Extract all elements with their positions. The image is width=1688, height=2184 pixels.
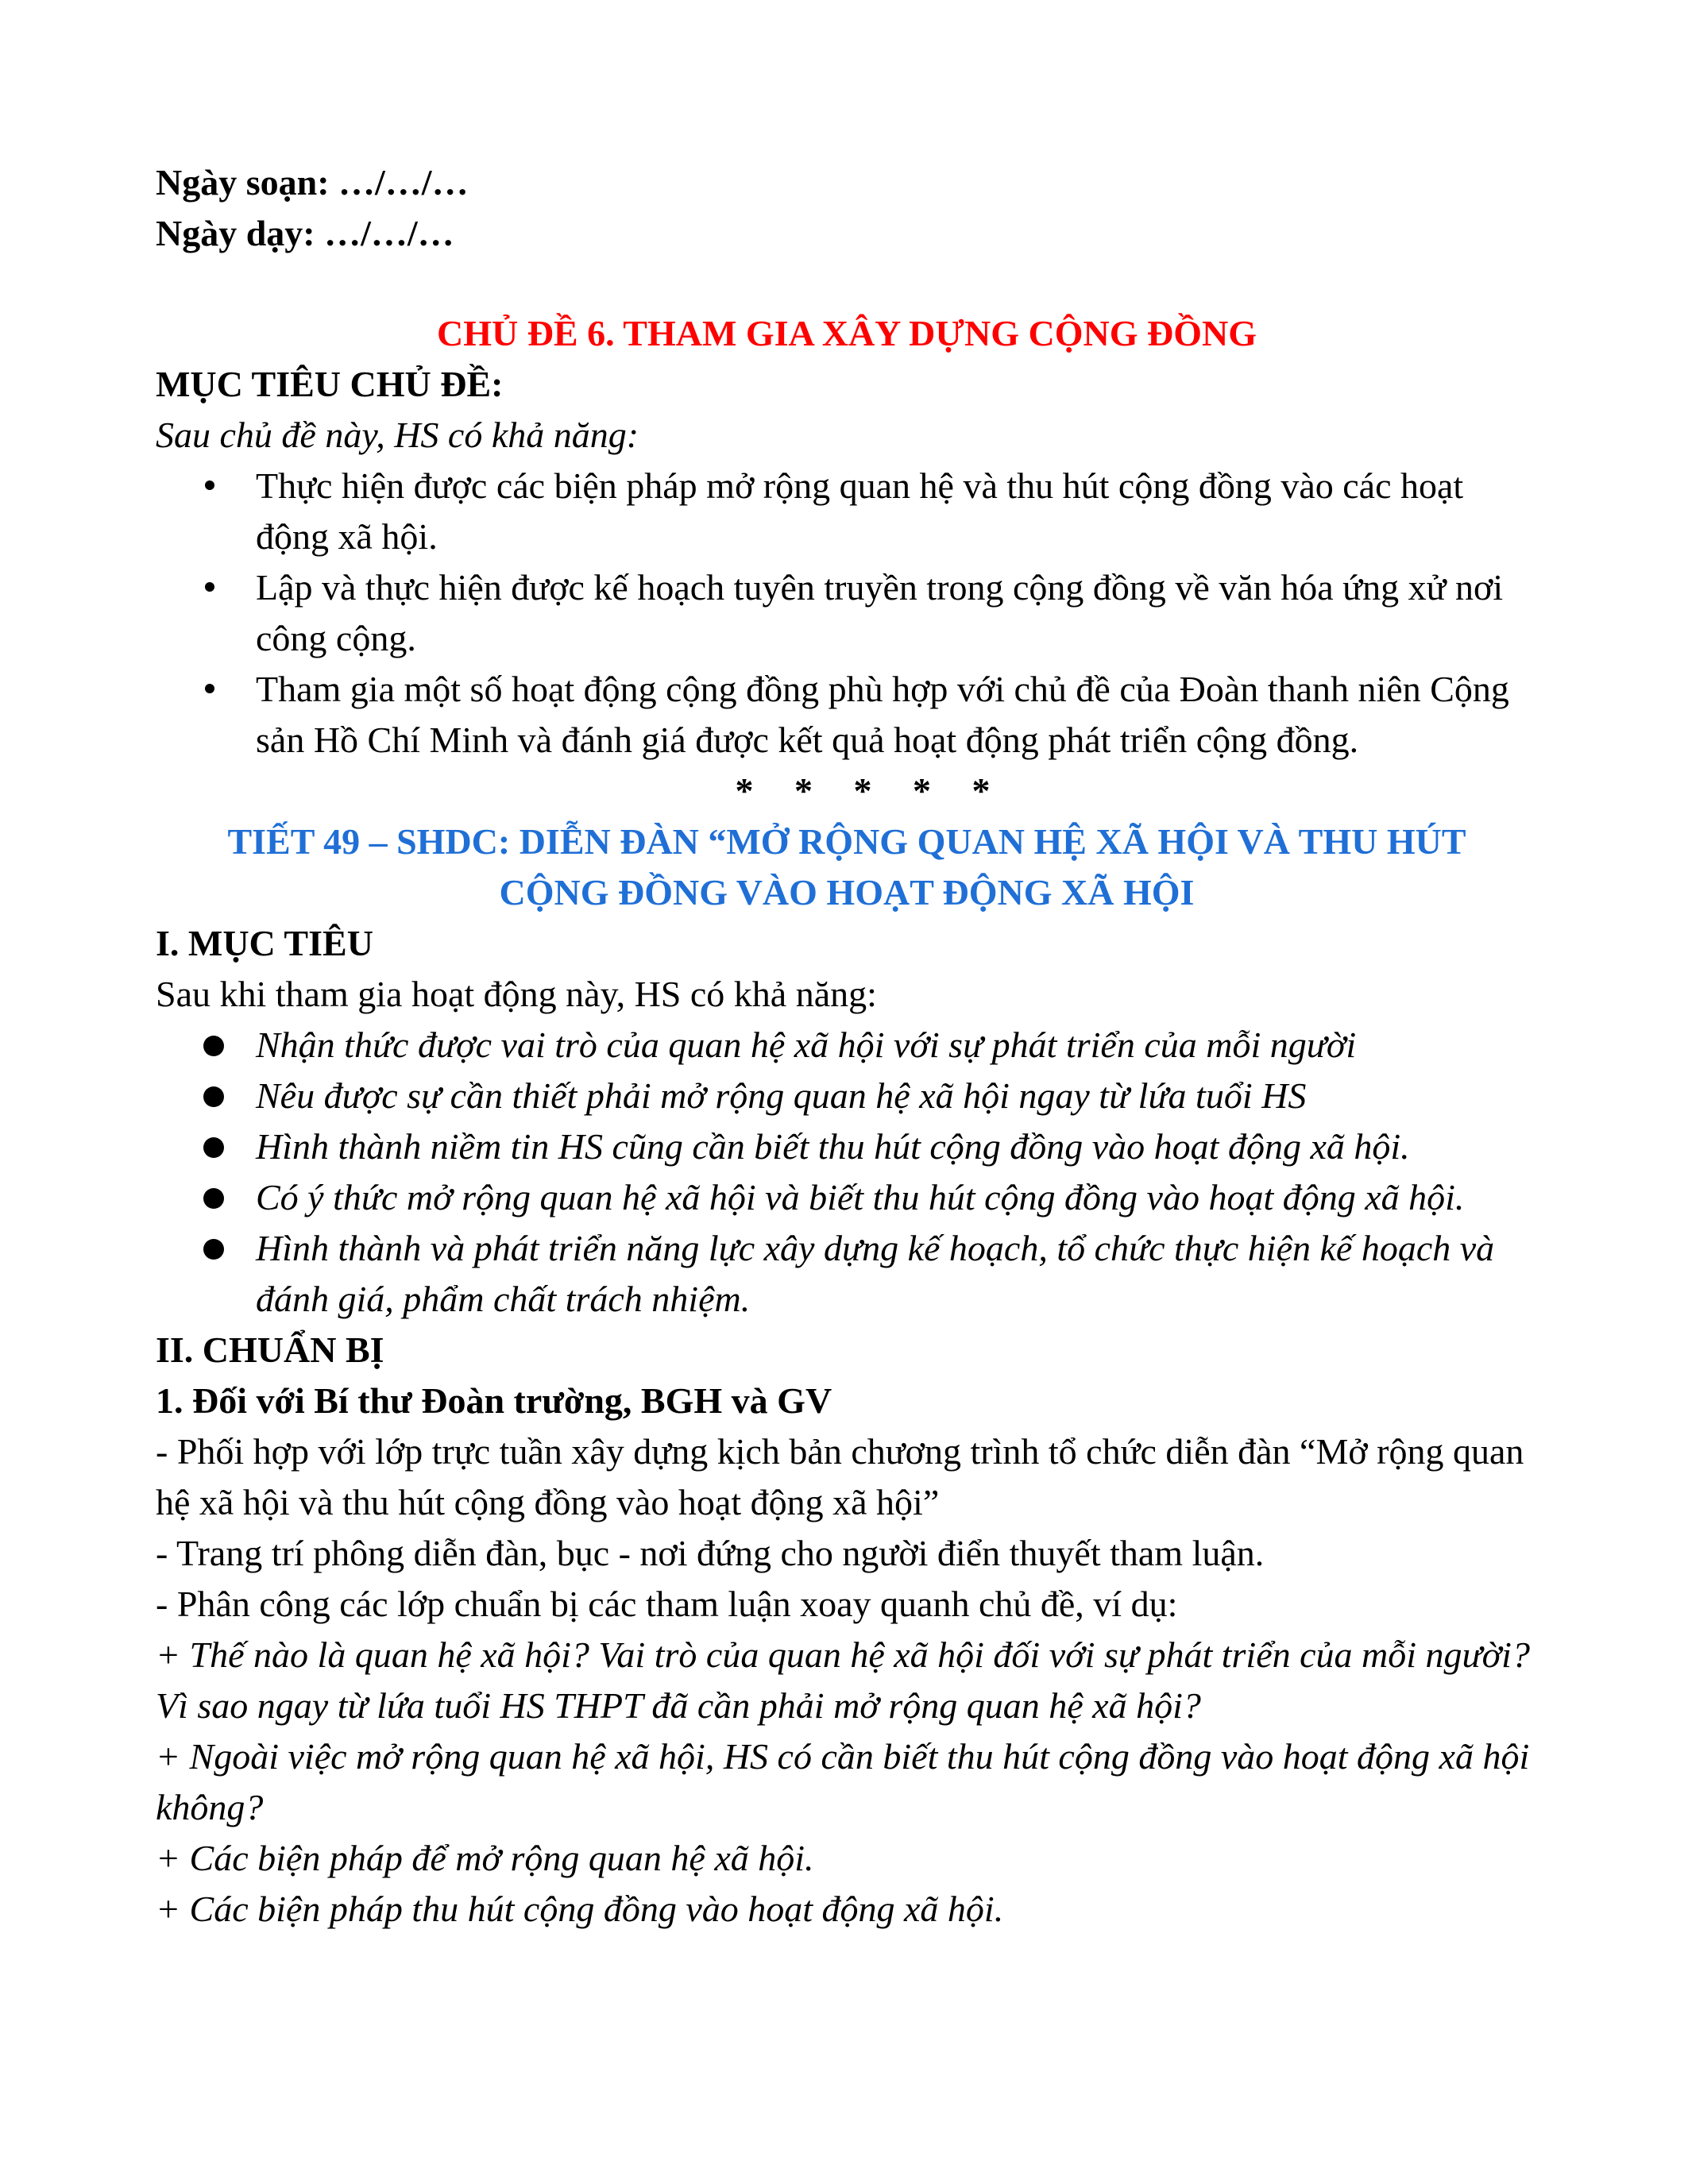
section1-intro: Sau khi tham gia hoạt động này, HS có khả năng: [156, 974, 877, 1014]
objectives-list [156, 1020, 1538, 1325]
ngay-day: Ngày dạy: …/…/… [156, 213, 454, 253]
discussion-item: + Thế nào là quan hệ xã hội? Vai trò của quan hệ xã hội đối với sự phát triển của mỗi người?Vì sao ngay từ lứa tuổi HS THPT đã cần phải mở rộng quan hệ xã hội? [156, 1634, 1530, 1726]
prep-item: - Phối hợp với lớp trực tuần xây dựng kịch bản chương trình tổ chức diễn đàn “Mở rộng quan hệ xã hội và thu hút cộng đồng vào hoạt động xã hội” [156, 1431, 1524, 1522]
separator-stars: * * * * * [735, 770, 991, 811]
discussion-item: + Các biện pháp thu hút cộng đồng vào hoạt động xã hội. [156, 1889, 1004, 1929]
list-item: Có ý thức mở rộng quan hệ xã hội và biết thu hút cộng đồng vào hoạt động xã hội. [156, 1172, 1538, 1223]
bullet-icon [203, 1086, 224, 1107]
bullet-icon [203, 1137, 224, 1158]
bullet-icon [205, 684, 214, 693]
list-item: Hình thành và phát triển năng lực xây dựng kế hoạch, tổ chức thực hiện kế hoạch và đánh giá, phẩm chất trách nhiệm. [156, 1223, 1538, 1325]
list-item: Hình thành niềm tin HS cũng cần biết thu hút cộng đồng vào hoạt động xã hội. [156, 1121, 1538, 1172]
discussion-item: + Các biện pháp để mở rộng quan hệ xã hội. [156, 1838, 814, 1878]
list-item: Tham gia một số hoạt động cộng đồng phù hợp với chủ đề của Đoàn thanh niên Cộng sản Hồ Chí Minh và đánh giá được kết quả hoạt động phát triển cộng đồng. [156, 664, 1538, 766]
list-item: Nêu được sự cần thiết phải mở rộng quan hệ xã hội ngay từ lứa tuổi HS [156, 1071, 1538, 1121]
bullet-icon [203, 1036, 224, 1056]
bullet-icon [205, 480, 214, 490]
sub1-heading: 1. Đối với Bí thư Đoàn trường, BGH và GV [156, 1380, 832, 1421]
prep-item: - Trang trí phông diễn đàn, bục - nơi đứng cho người điển thuyết tham luận. [156, 1533, 1265, 1573]
list-item: Nhận thức được vai trò của quan hệ xã hội với sự phát triển của mỗi người [156, 1020, 1538, 1071]
bullet-icon [203, 1239, 224, 1260]
section2-heading: II. CHUẨN BỊ [156, 1329, 384, 1370]
discussion-item: + Ngoài việc mở rộng quan hệ xã hội, HS có cần biết thu hút cộng đồng vào hoạt động xã hội không? [156, 1736, 1530, 1827]
list-item: Lập và thực hiện được kế hoạch tuyên truyền trong cộng đồng về văn hóa ứng xử nơi công cộng. [156, 562, 1538, 664]
document-page [156, 157, 1538, 1935]
topic-intro: Sau chủ đề này, HS có khả năng: [156, 415, 639, 455]
bullet-icon [203, 1188, 224, 1209]
section1-heading: I. MỤC TIÊU [156, 923, 373, 963]
prep-item: - Phân công các lớp chuẩn bị các tham luận xoay quanh chủ đề, ví dụ: [156, 1584, 1178, 1624]
topic-goals-heading: MỤC TIÊU CHỦ ĐỀ: [156, 364, 504, 404]
lesson-title-line2: CỘNG ĐỒNG VÀO HOẠT ĐỘNG XÃ HỘI [499, 872, 1195, 913]
list-item: Thực hiện được các biện pháp mở rộng quan hệ và thu hút cộng đồng vào các hoạt động xã hội. [156, 461, 1538, 562]
ngay-soan: Ngày soạn: …/…/… [156, 162, 469, 203]
topic-goals-list [156, 461, 1538, 766]
topic-title: CHỦ ĐỀ 6. THAM GIA XÂY DỰNG CỘNG ĐỒNG [436, 313, 1257, 353]
bullet-icon [205, 582, 214, 592]
lesson-title-line1: TIẾT 49 – SHDC: DIỄN ĐÀN “MỞ RỘNG QUAN HỆ XÃ HỘI VÀ THU HÚT [227, 821, 1466, 862]
